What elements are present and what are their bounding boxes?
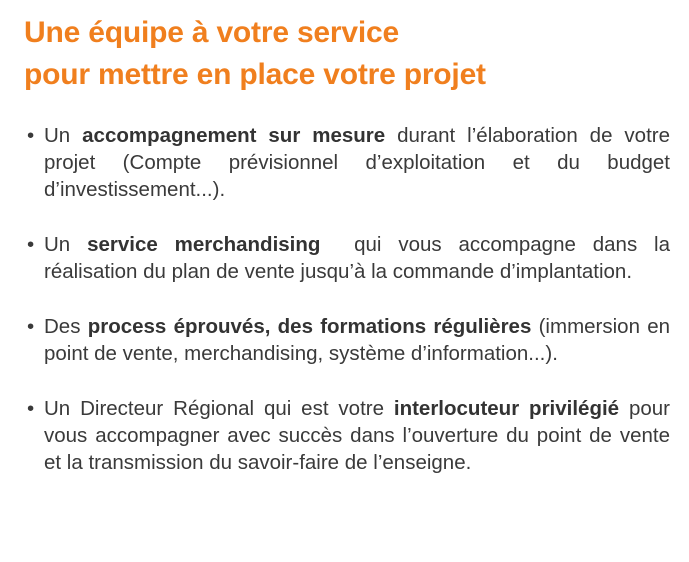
list-item-merchandising (26, 231, 676, 285)
item-text-post: (immersion en point de vente, merchandising, système d’information...). (44, 315, 671, 365)
bullet-icon: • (27, 124, 35, 147)
item-text-post: pour vous accompagner avec succès dans l’ouverture du point de vente et la transmission du savoir-faire de l’enseigne. (44, 397, 670, 474)
bullet-icon: • (27, 233, 35, 256)
benefits-list (26, 122, 676, 504)
list-item-directeur (26, 395, 670, 476)
list-item-process (26, 313, 670, 367)
item-text-bold: service merchandising (87, 233, 321, 256)
item-text-pre: Un (44, 124, 83, 147)
item-text-pre: Un Directeur Régional qui est votre (44, 397, 394, 420)
item-text-post: qui vous accompagne dans la réalisation du plan de vente jusqu’à la commande d’implantation. (44, 233, 676, 283)
item-text-bold: process éprouvés, des formations régulières (87, 315, 532, 338)
bullet-icon: • (27, 397, 35, 420)
title-line-2: pour mettre en place votre projet (24, 58, 486, 91)
title-line-1: Une équipe à votre service (24, 16, 399, 49)
page-title (24, 12, 486, 96)
item-text-pre: Un (44, 233, 88, 256)
item-text-post: durant l’élaboration de votre projet (Compte prévisionnel d’exploitation et du budget d’investissement...). (44, 124, 670, 201)
bullet-icon: • (27, 315, 35, 338)
item-text-pre: Des (44, 315, 88, 338)
item-text-bold: accompagnement sur mesure (82, 124, 386, 147)
list-item-accompagnement (26, 122, 670, 203)
item-text-bold: interlocuteur privilégié (393, 397, 620, 420)
